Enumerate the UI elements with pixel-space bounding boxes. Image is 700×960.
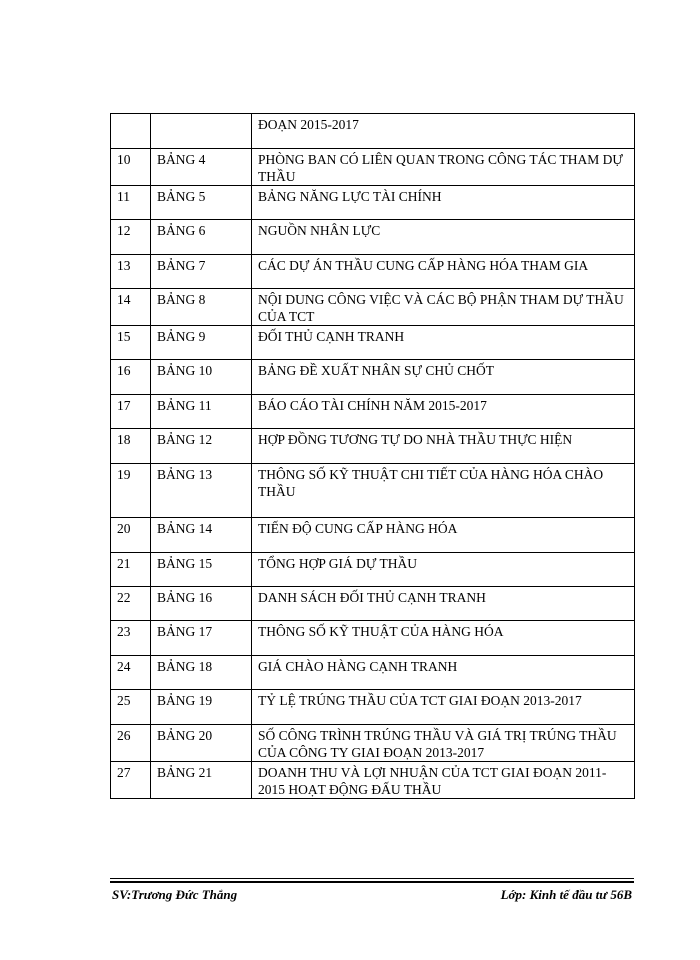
row-number-cell: 20 (111, 518, 151, 553)
row-number-cell (111, 114, 151, 149)
table-row (111, 186, 635, 220)
table-title-cell: CÁC DỰ ÁN THẦU CUNG CẤP HÀNG HÓA THAM GIA (252, 255, 635, 289)
row-number-cell: 12 (111, 220, 151, 255)
row-number-cell: 26 (111, 725, 151, 762)
table-title-cell: PHÒNG BAN CÓ LIÊN QUAN TRONG CÔNG TÁC THAM DỰ THẦU (252, 149, 635, 186)
table-label-cell: BẢNG 11 (151, 395, 252, 429)
table-title-cell: TỔNG HỢP GIÁ DỰ THẦU (252, 553, 635, 587)
table-row (111, 326, 635, 360)
table-label-cell: BẢNG 13 (151, 464, 252, 518)
row-number-cell: 21 (111, 553, 151, 587)
table-title-cell: THÔNG SỐ KỸ THUẬT CHI TIẾT CỦA HÀNG HÓA CHÀO THẦU (252, 464, 635, 518)
row-number-cell: 10 (111, 149, 151, 186)
table-title-cell: SỐ CÔNG TRÌNH TRÚNG THẦU VÀ GIÁ TRỊ TRÚNG THẦU CỦA CÔNG TY GIAI ĐOẠN 2013-2017 (252, 725, 635, 762)
table-label-cell: BẢNG 16 (151, 587, 252, 621)
row-number-cell: 16 (111, 360, 151, 395)
row-number-cell: 27 (111, 762, 151, 799)
row-number-cell: 22 (111, 587, 151, 621)
table-row (111, 518, 635, 553)
table-title-cell: THÔNG SỐ KỸ THUẬT CỦA HÀNG HÓA (252, 621, 635, 656)
table-label-cell: BẢNG 10 (151, 360, 252, 395)
table-row (111, 762, 635, 799)
table-title-cell: ĐOẠN 2015-2017 (252, 114, 635, 149)
table-label-cell: BẢNG 21 (151, 762, 252, 799)
table-row (111, 587, 635, 621)
table-title-cell: DOANH THU VÀ LỢI NHUẬN CỦA TCT GIAI ĐOẠN 2011-2015 HOẠT ĐỘNG ĐẤU THẦU (252, 762, 635, 799)
table-row (111, 149, 635, 186)
table-label-cell: BẢNG 4 (151, 149, 252, 186)
table-title-cell: TIẾN ĐỘ CUNG CẤP HÀNG HÓA (252, 518, 635, 553)
table-label-cell (151, 114, 252, 149)
table-label-cell: BẢNG 7 (151, 255, 252, 289)
footer-divider (110, 878, 634, 879)
table-row (111, 621, 635, 656)
table-row (111, 656, 635, 690)
table-row (111, 289, 635, 326)
row-number-cell: 13 (111, 255, 151, 289)
table-label-cell: BẢNG 15 (151, 553, 252, 587)
table-label-cell: BẢNG 8 (151, 289, 252, 326)
table-title-cell: BÁO CÁO TÀI CHÍNH NĂM 2015-2017 (252, 395, 635, 429)
row-number-cell: 17 (111, 395, 151, 429)
table-label-cell: BẢNG 19 (151, 690, 252, 725)
table-label-cell: BẢNG 9 (151, 326, 252, 360)
table-title-cell: BẢNG ĐỀ XUẤT NHÂN SỰ CHỦ CHỐT (252, 360, 635, 395)
table-title-cell: HỢP ĐỒNG TƯƠNG TỰ DO NHÀ THẦU THỰC HIỆN (252, 429, 635, 464)
footer-divider-thick (110, 881, 634, 883)
row-number-cell: 18 (111, 429, 151, 464)
row-number-cell: 14 (111, 289, 151, 326)
footer-class-name: Lớp: Kinh tế đầu tư 56B (500, 887, 632, 902)
list-of-tables (110, 113, 635, 799)
table-row (111, 114, 635, 149)
table-body (111, 114, 635, 799)
table-label-cell: BẢNG 5 (151, 186, 252, 220)
table-row (111, 220, 635, 255)
table-title-cell: NỘI DUNG CÔNG VIỆC VÀ CÁC BỘ PHẬN THAM DỰ THẦU CỦA TCT (252, 289, 635, 326)
table-label-cell: BẢNG 6 (151, 220, 252, 255)
table-row (111, 360, 635, 395)
row-number-cell: 15 (111, 326, 151, 360)
table-label-cell: BẢNG 12 (151, 429, 252, 464)
table-label-cell: BẢNG 14 (151, 518, 252, 553)
table-row (111, 690, 635, 725)
footer-student-name: SV:Trương Đức Thắng (112, 887, 238, 902)
table-row (111, 464, 635, 518)
table-row (111, 725, 635, 762)
row-number-cell: 11 (111, 186, 151, 220)
table-label-cell: BẢNG 20 (151, 725, 252, 762)
row-number-cell: 25 (111, 690, 151, 725)
table-row (111, 429, 635, 464)
table-label-cell: BẢNG 17 (151, 621, 252, 656)
table-title-cell: BẢNG NĂNG LỰC TÀI CHÍNH (252, 186, 635, 220)
table-title-cell: GIÁ CHÀO HÀNG CẠNH TRANH (252, 656, 635, 690)
row-number-cell: 23 (111, 621, 151, 656)
row-number-cell: 24 (111, 656, 151, 690)
table-title-cell: TỶ LỆ TRÚNG THẦU CỦA TCT GIAI ĐOẠN 2013-2017 (252, 690, 635, 725)
table-row (111, 553, 635, 587)
table-title-cell: ĐỐI THỦ CẠNH TRANH (252, 326, 635, 360)
row-number-cell: 19 (111, 464, 151, 518)
table-title-cell: NGUỒN NHÂN LỰC (252, 220, 635, 255)
table-row (111, 255, 635, 289)
table-row (111, 395, 635, 429)
table-label-cell: BẢNG 18 (151, 656, 252, 690)
table-title-cell: DANH SÁCH ĐỐI THỦ CẠNH TRANH (252, 587, 635, 621)
